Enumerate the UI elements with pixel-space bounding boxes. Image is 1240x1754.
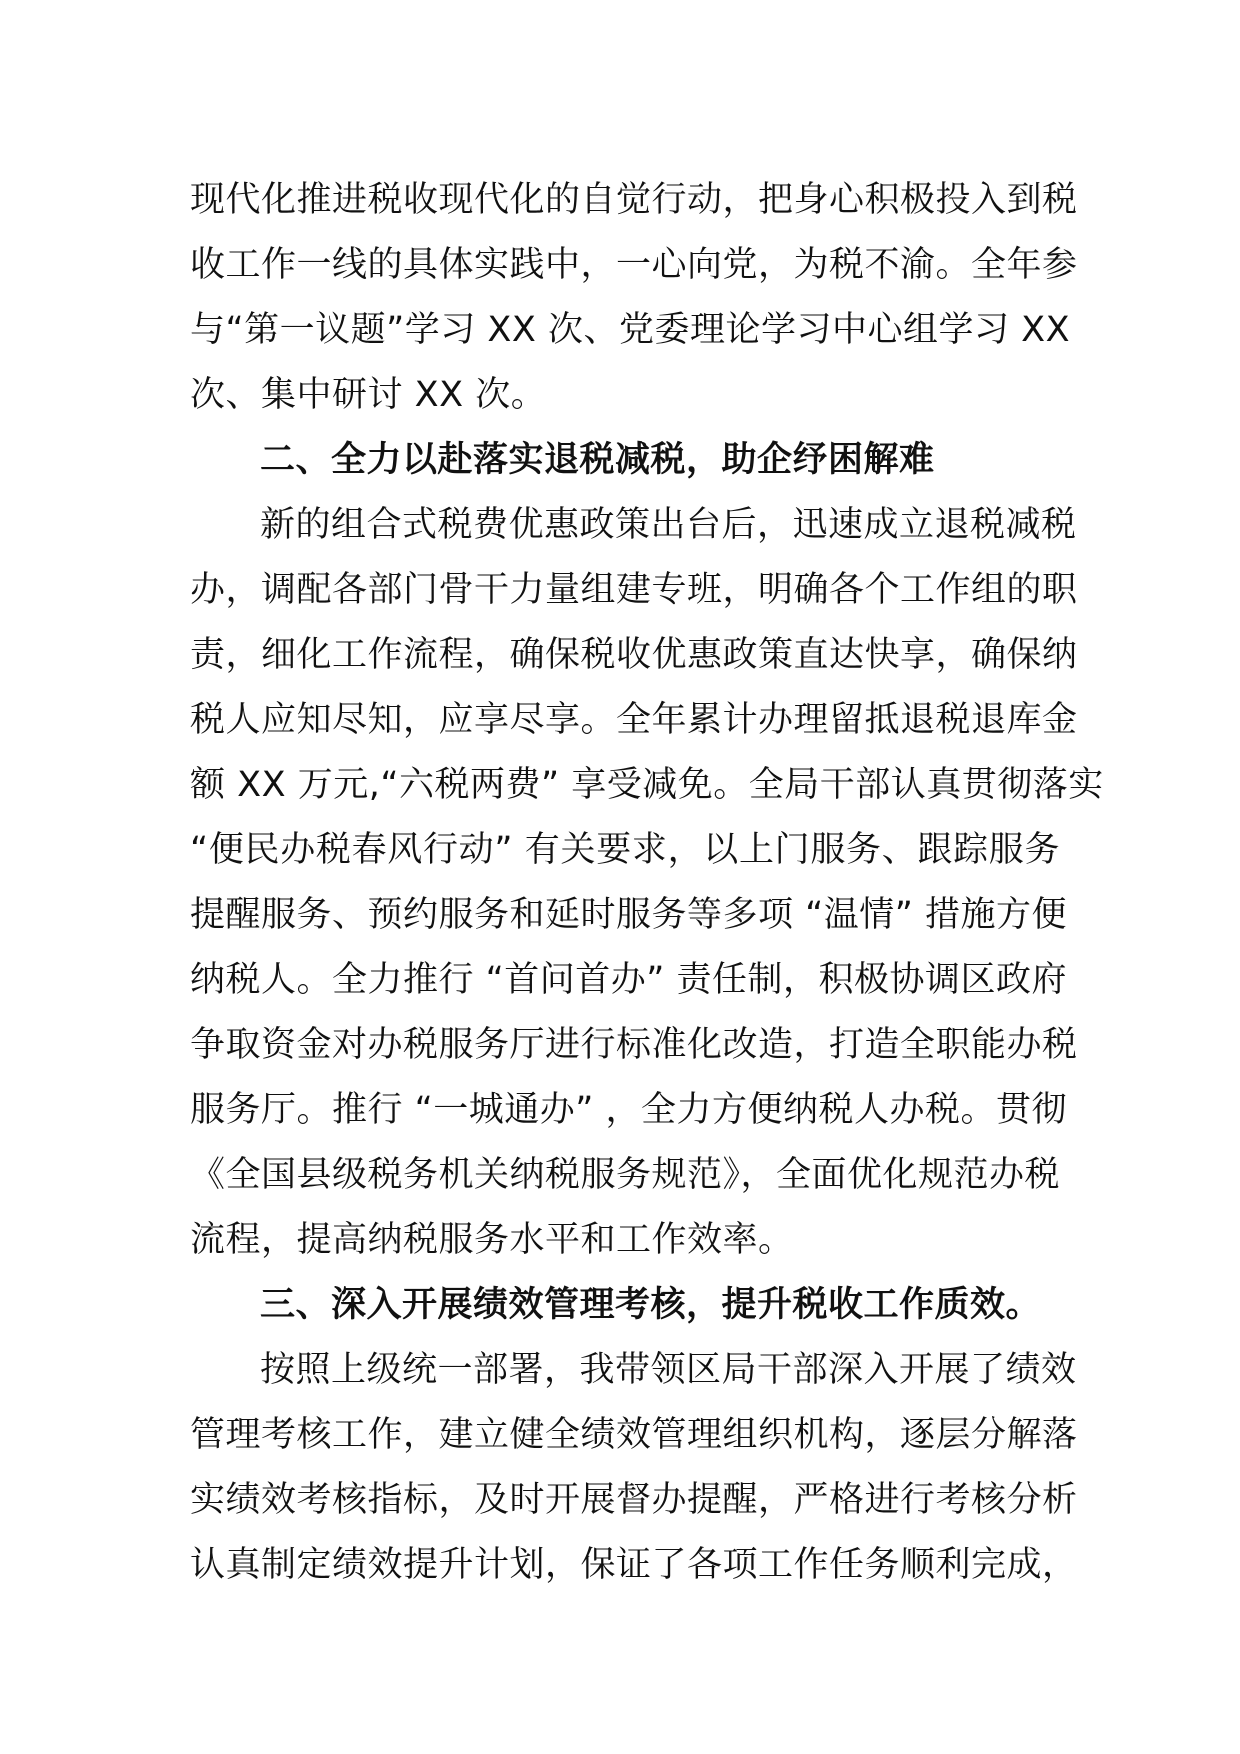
- section-heading: 三、深入开展绩效管理考核，提升税收工作质效。: [260, 1285, 1042, 1325]
- paragraph-line: 《全国县级税务机关纳税服务规范》，全面优化规范办税: [190, 1155, 1061, 1195]
- paragraph-line: 争取资金对办税服务厅进行标准化改造，打造全职能办税: [190, 1025, 1078, 1065]
- paragraph-line: 实绩效考核指标，及时开展督办提醒，严格进行考核分析: [190, 1480, 1078, 1520]
- paragraph-line: 流程，提高纳税服务水平和工作效率。: [190, 1220, 794, 1260]
- paragraph-line: 额 XX 万元,“六税两费” 享受减免。全局干部认真贯彻落实: [190, 765, 1104, 805]
- paragraph-line: 管理考核工作，建立健全绩效管理组织机构，逐层分解落: [190, 1415, 1078, 1455]
- section-heading: 二、全力以赴落实退税减税，助企纾困解难: [260, 440, 935, 480]
- paragraph-line: 税人应知尽知，应享尽享。全年累计办理留抵退税退库金: [190, 700, 1078, 740]
- paragraph-line: 服务厅。推行 “一城通办” ，全力方便纳税人办税。贯彻: [190, 1090, 1068, 1130]
- paragraph-line: 与“第一议题”学习 XX 次、党委理论学习中心组学习 XX: [190, 310, 1071, 350]
- paragraph-line: 提醒服务、预约服务和延时服务等多项 “温情” 措施方便: [190, 895, 1068, 935]
- paragraph-line: 收工作一线的具体实践中，一心向党，为税不渝。全年参: [190, 245, 1078, 285]
- paragraph-line: 按照上级统一部署，我带领区局干部深入开展了绩效: [260, 1350, 1077, 1390]
- paragraph-line: 认真制定绩效提升计划，保证了各项工作任务顺利完成，: [190, 1545, 1078, 1585]
- paragraph-line: 纳税人。全力推行 “首问首办” 责任制，积极协调区政府: [190, 960, 1068, 1000]
- paragraph-line: 现代化推进税收现代化的自觉行动，把身心积极投入到税: [190, 180, 1078, 220]
- paragraph-line: 新的组合式税费优惠政策出台后，迅速成立退税减税: [260, 505, 1077, 545]
- paragraph-line: 次、集中研讨 XX 次。: [190, 375, 547, 415]
- paragraph-line: “便民办税春风行动” 有关要求，以上门服务、跟踪服务: [190, 830, 1060, 870]
- paragraph-line: 责，细化工作流程，确保税收优惠政策直达快享，确保纳: [190, 635, 1078, 675]
- paragraph-line: 办，调配各部门骨干力量组建专班，明确各个工作组的职: [190, 570, 1078, 610]
